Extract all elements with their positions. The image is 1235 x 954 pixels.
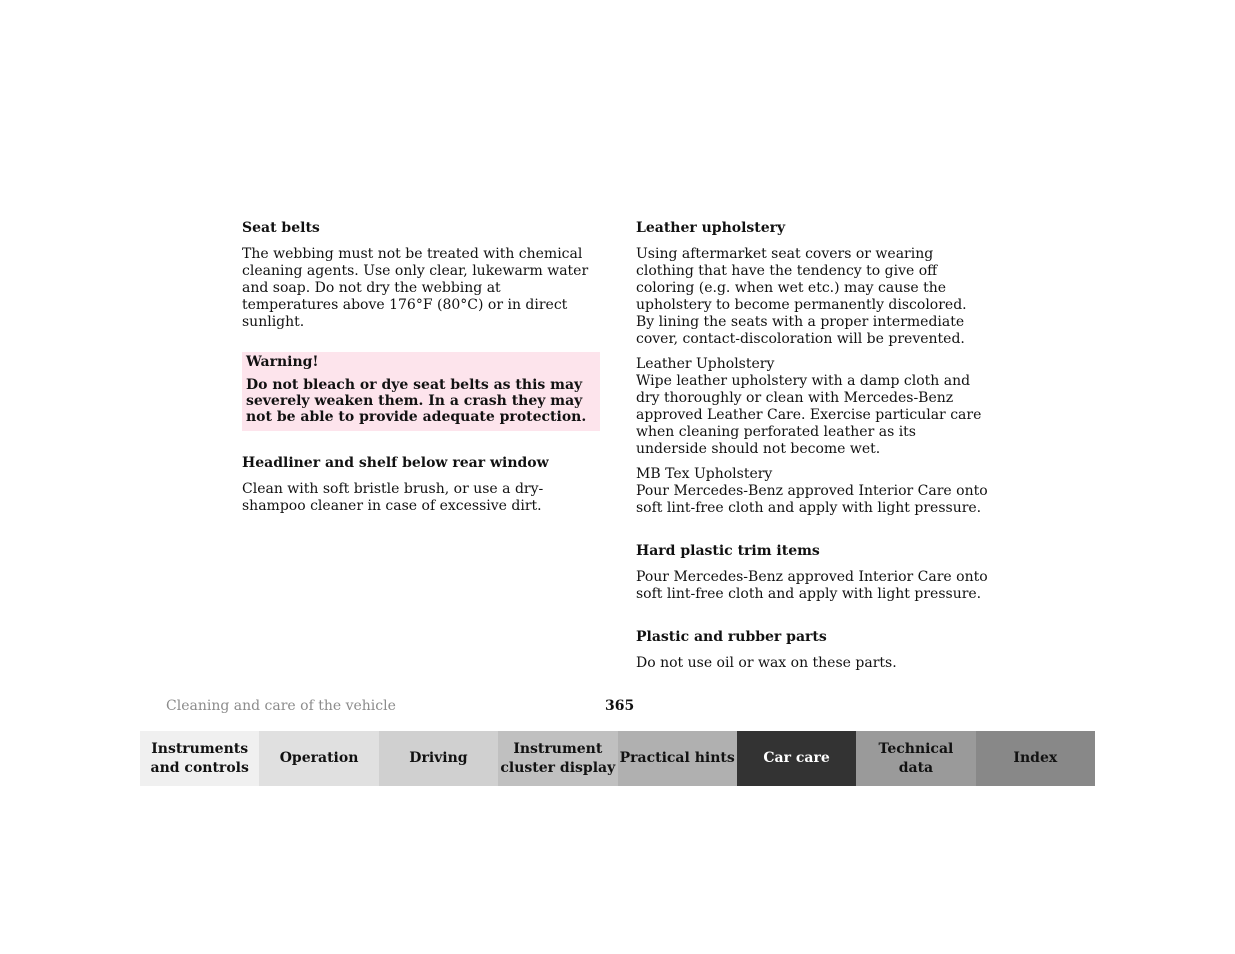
leather-sub2-text: Pour Mercedes-Benz approved Interior Care onto soft lint-free cloth and apply with light pressure. bbox=[636, 483, 988, 516]
tab-driving[interactable] bbox=[379, 731, 498, 786]
tab-car-care[interactable] bbox=[737, 731, 856, 786]
leather-text: Using aftermarket seat covers or wearing clothing that have the tendency to give off coloring (e.g. when wet etc.) may cause the upholstery to become permanently discolored. By lining the seats with a proper intermediate cover, contact-discoloration will be prevented. bbox=[636, 246, 967, 347]
right-column bbox=[636, 220, 988, 672]
headliner-text: Clean with soft bristle brush, or use a dry-shampoo cleaner in case of excessive dirt. bbox=[242, 481, 544, 514]
tab-label: Instrument cluster display bbox=[500, 740, 616, 776]
tab-label: Technical data bbox=[878, 740, 954, 776]
tab-index[interactable] bbox=[976, 731, 1095, 786]
tab-technical-data[interactable] bbox=[856, 731, 975, 786]
tab-practical-hints[interactable] bbox=[618, 731, 737, 786]
tab-label: Operation bbox=[279, 750, 359, 766]
tab-label: Practical hints bbox=[619, 750, 735, 766]
hard-plastic-heading: Hard plastic trim items bbox=[636, 543, 820, 559]
headliner-heading: Headliner and shelf below rear window bbox=[242, 455, 549, 471]
seat-belts-heading: Seat belts bbox=[242, 220, 320, 236]
tab-instrument-cluster-display[interactable] bbox=[498, 731, 617, 786]
section-title: Cleaning and care of the vehicle bbox=[166, 698, 396, 714]
leather-sub2-title: MB Tex Upholstery bbox=[636, 466, 773, 482]
hard-plastic-text: Pour Mercedes-Benz approved Interior Care onto soft lint-free cloth and apply with light pressure. bbox=[636, 569, 988, 602]
leather-sub1-text: Wipe leather upholstery with a damp cloth and dry thoroughly or clean with Mercedes-Benz approved Leather Care. Exercise particular care when cleaning perforated leather as its underside should not become wet. bbox=[636, 373, 982, 457]
page-number: 365 bbox=[605, 698, 635, 714]
leather-heading: Leather upholstery bbox=[636, 220, 786, 236]
warning-text: Do not bleach or dye seat belts as this may severely weaken them. In a crash they may not be able to provide adequate protection. bbox=[246, 377, 587, 425]
plastic-rubber-heading: Plastic and rubber parts bbox=[636, 629, 827, 645]
leather-sub1-title: Leather Upholstery bbox=[636, 356, 775, 372]
warning-title: Warning! bbox=[246, 354, 319, 370]
tab-instruments-and-controls[interactable] bbox=[140, 731, 259, 786]
warning-box bbox=[242, 352, 600, 431]
tab-label: Driving bbox=[409, 750, 468, 766]
seat-belts-text: The webbing must not be treated with chemical cleaning agents. Use only clear, lukewarm water and soap. Do not dry the webbing at temperatures above 176°F (80°C) or in direct sunlight. bbox=[242, 246, 589, 330]
plastic-rubber-text: Do not use oil or wax on these parts. bbox=[636, 655, 897, 671]
tab-label: Car care bbox=[763, 750, 830, 766]
tab-operation[interactable] bbox=[259, 731, 378, 786]
tab-label: Index bbox=[1013, 750, 1058, 766]
chapter-nav bbox=[140, 731, 1095, 786]
tab-label: Instruments and controls bbox=[150, 740, 249, 776]
left-column bbox=[242, 220, 600, 515]
